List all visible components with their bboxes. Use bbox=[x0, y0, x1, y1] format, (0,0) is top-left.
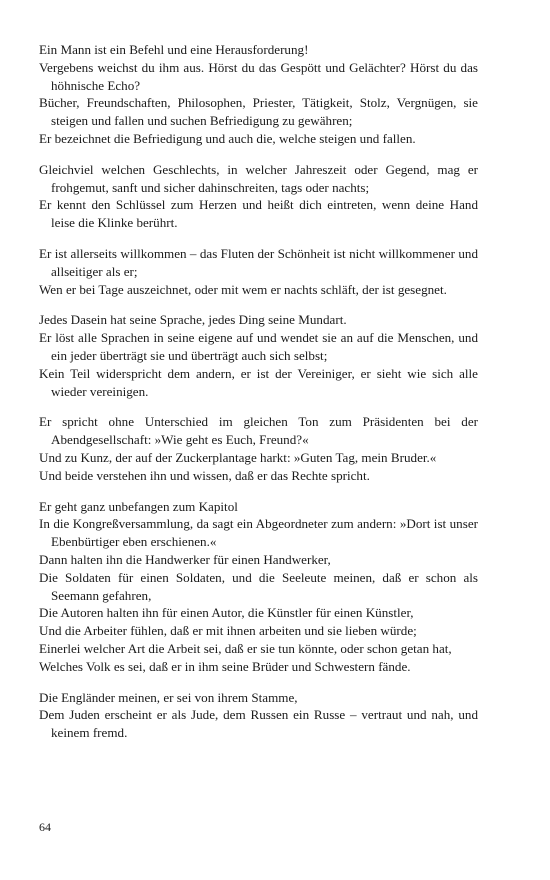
verse-line: Jedes Dasein hat seine Sprache, jedes Ding seine Mundart. bbox=[39, 312, 347, 328]
page-number: 64 bbox=[39, 820, 51, 834]
verse-line: Bücher, Freundschaften, Philosophen, Priester, Tätigkeit, Stolz, Vergnügen, sie steigen und fallen und suchen Befriedigung zu gewähren; bbox=[39, 95, 478, 129]
stanza-5 bbox=[39, 413, 478, 484]
verse-line: Er kennt den Schlüssel zum Herzen und heißt dich eintreten, wenn deine Hand leise die Klinke berührt. bbox=[39, 197, 478, 231]
verse-line: Gleichviel welchen Geschlechts, in welcher Jahreszeit oder Gegend, mag er frohgemut, sanft und sicher dahinschreiten, tags oder nachts; bbox=[39, 161, 478, 195]
verse-line: Dann halten ihn die Handwerker für einen Handwerker, bbox=[39, 551, 331, 567]
verse-line: Kein Teil widerspricht dem andern, er ist der Vereiniger, er sieht wie sich alle wieder vereinigen. bbox=[39, 365, 478, 399]
verse-line: Die Autoren halten ihn für einen Autor, die Künstler für einen Künstler, bbox=[39, 605, 414, 621]
verse-line: Welches Volk es sei, daß er in ihm seine Brüder und Schwestern fände. bbox=[39, 658, 411, 674]
verse-line: Dem Juden erscheint er als Jude, dem Russen ein Russe – vertraut und nah, und keinem fremd. bbox=[39, 707, 478, 741]
verse-line: Ein Mann ist ein Befehl und eine Herausforderung! bbox=[39, 42, 309, 57]
verse-line: Er ist allerseits willkommen – das Fluten der Schönheit ist nicht willkommener und allseitiger als er; bbox=[39, 245, 478, 279]
verse-line: Und beide verstehen ihn und wissen, daß er das Rechte spricht. bbox=[39, 467, 370, 483]
stanza-4 bbox=[39, 311, 478, 400]
verse-line: In die Kongreßversammlung, da sagt ein Abgeordneter zum andern: »Dort ist unser Ebenbürtiger eben erschienen.« bbox=[39, 516, 478, 550]
stanza-1 bbox=[39, 41, 478, 148]
stanza-2 bbox=[39, 161, 478, 232]
stanza-7 bbox=[39, 689, 478, 742]
verse-line: Und zu Kunz, der auf der Zuckerplantage harkt: »Guten Tag, mein Bruder.« bbox=[39, 449, 437, 465]
stanza-3 bbox=[39, 245, 478, 298]
verse-line: Die Engländer meinen, er sei von ihrem Stamme, bbox=[39, 689, 298, 705]
verse-line: Einerlei welcher Art die Arbeit sei, daß er sie tun könnte, oder schon getan hat, bbox=[39, 640, 452, 656]
stanza-6 bbox=[39, 498, 478, 676]
verse-line: Und die Arbeiter fühlen, daß er mit ihnen arbeiten und sie lieben würde; bbox=[39, 623, 417, 639]
verse-line: Vergebens weichst du ihm aus. Hörst du das Gespött und Gelächter? Hörst du das höhnische Echo? bbox=[39, 59, 478, 93]
poem-text bbox=[39, 41, 478, 755]
verse-line: Er spricht ohne Unterschied im gleichen Ton zum Präsidenten bei der Abendgesellschaft: »Wie geht es Euch, Freund?« bbox=[39, 414, 478, 448]
verse-line: Die Soldaten für einen Soldaten, und die Seeleute meinen, daß er schon als Seemann gefahren, bbox=[39, 569, 478, 603]
verse-line: Er geht ganz unbefangen zum Kapitol bbox=[39, 498, 238, 514]
verse-line: Er bezeichnet die Befriedigung und auch die, welche steigen und fallen. bbox=[39, 130, 416, 146]
verse-line: Er löst alle Sprachen in seine eigene auf und wendet sie an auf die Menschen, und ein jeder überträgt sie und überträgt auch sich selbst; bbox=[39, 330, 478, 363]
verse-line: Wen er bei Tage auszeichnet, oder mit wem er nachts schläft, der ist gesegnet. bbox=[39, 281, 447, 297]
